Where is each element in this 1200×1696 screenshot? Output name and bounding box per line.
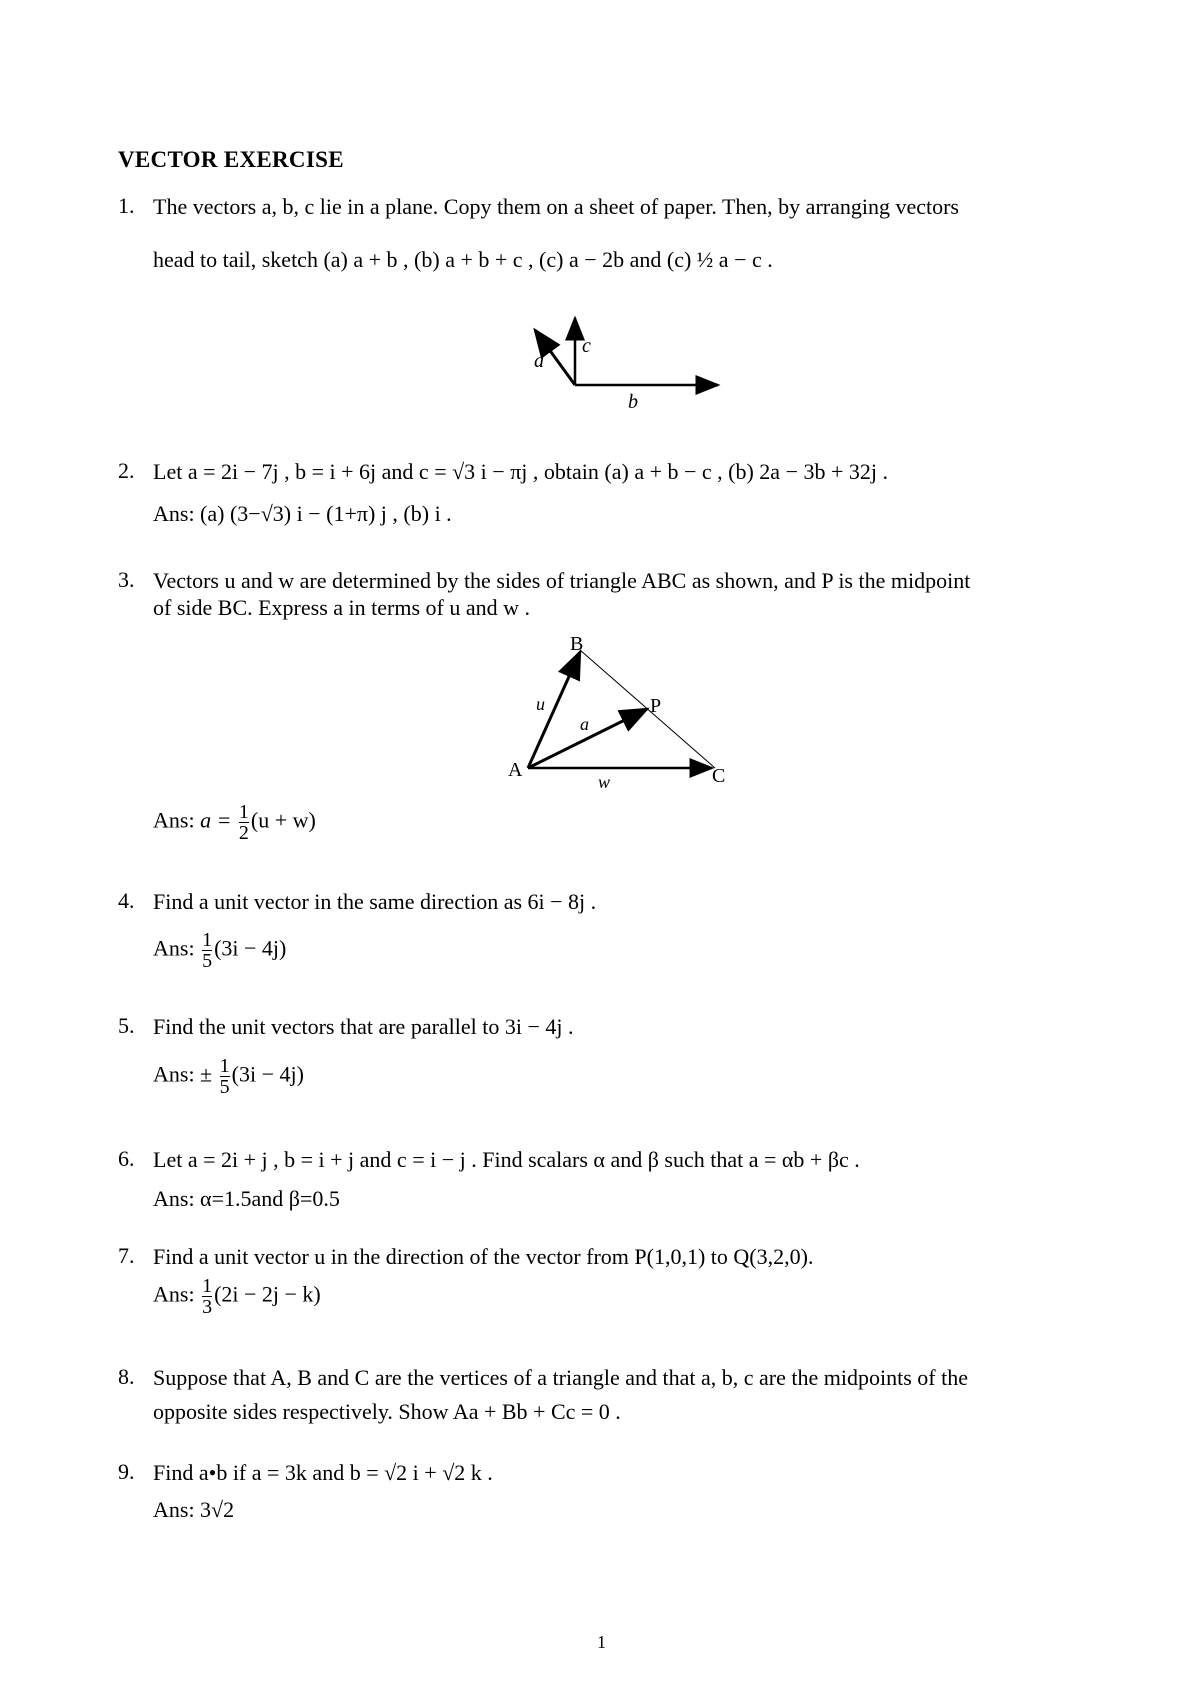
q8-text-line2: opposite sides respectively. Show Aa + Bb + Cc = 0 . [153,1399,621,1424]
q9-number: 9. [118,1459,135,1484]
q9-answer: Ans: 3√2 [153,1497,235,1522]
q5-number: 5. [118,1013,135,1038]
label-c: c [582,335,591,357]
q1-text-line1: The vectors a, b, c lie in a plane. Copy them on a sheet of paper. Then, by arranging vectors [153,194,959,219]
vertex-b-label: B [570,633,584,655]
q6-text: Let a = 2i + j , b = i + j and c = i − j . Find scalars α and β such that a = αb + βc . [153,1147,860,1172]
point-p-label: P [650,695,662,717]
side-bc [580,650,715,768]
q5-text: Find the unit vectors that are parallel to 3i − 4j . [153,1014,574,1039]
q2-number: 2. [118,458,135,483]
q2-answer: Ans: (a) (3−√3) i − (1+π) j , (b) i . [153,501,452,526]
q4-number: 4. [118,888,135,913]
q5-answer: Ans: ± $\frac{1}{5}$ (3i − 4j) [153,1055,304,1098]
q7-number: 7. [118,1243,135,1268]
q4-answer: Ans: $\frac{1}{5}$ (3i − 4j) [153,929,287,972]
label-a: a [580,714,589,734]
q3-number: 3. [118,567,135,592]
label-w: w [598,772,611,790]
q7-answer: Ans: $\frac{1}{3}$ (2i − 2j − k) [153,1275,321,1318]
q3-answer: Ans: a = $\frac{1}{2}$ (u + w) [153,801,316,844]
page-number: 1 [597,1632,606,1652]
label-a: a [534,350,544,372]
label-u: u [536,694,545,714]
q7-text: Find a unit vector u in the direction of the vector from P(1,0,1) to Q(3,2,0). [153,1244,814,1269]
q4-text: Find a unit vector in the same direction as 6i − 8j . [153,889,597,914]
vertex-a-label: A [508,759,523,781]
q3-text-line2: of side BC. Express a in terms of u and w . [153,595,530,620]
q2-text: Let a = 2i − 7j , b = i + 6j and c = √3 i − πj , obtain (a) a + b − c , (b) 2a − 3b + 32j . [153,459,889,484]
q6-number: 6. [118,1146,135,1171]
q3-text-line1: Vectors u and w are determined by the sides of triangle ABC as shown, and P is the midpoint [153,568,971,593]
q1-text-line2: head to tail, sketch (a) a + b , (b) a + b + c , (c) a − 2b and (c) ½ a − c . [153,247,773,272]
vertex-c-label: C [712,765,726,787]
q8-text-line1: Suppose that A, B and C are the vertices of a triangle and that a, b, c are the midpoints of the [153,1365,968,1390]
q6-answer: Ans: α=1.5and β=0.5 [153,1186,340,1211]
q8-number: 8. [118,1364,135,1389]
page-title: VECTOR EXERCISE [118,147,344,172]
label-b: b [628,391,638,413]
q3-triangle-diagram [500,630,750,790]
q1-number: 1. [118,193,135,218]
q9-text: Find a•b if a = 3k and b = √2 i + √2 k . [153,1460,493,1485]
q1-vector-diagram [510,300,740,420]
